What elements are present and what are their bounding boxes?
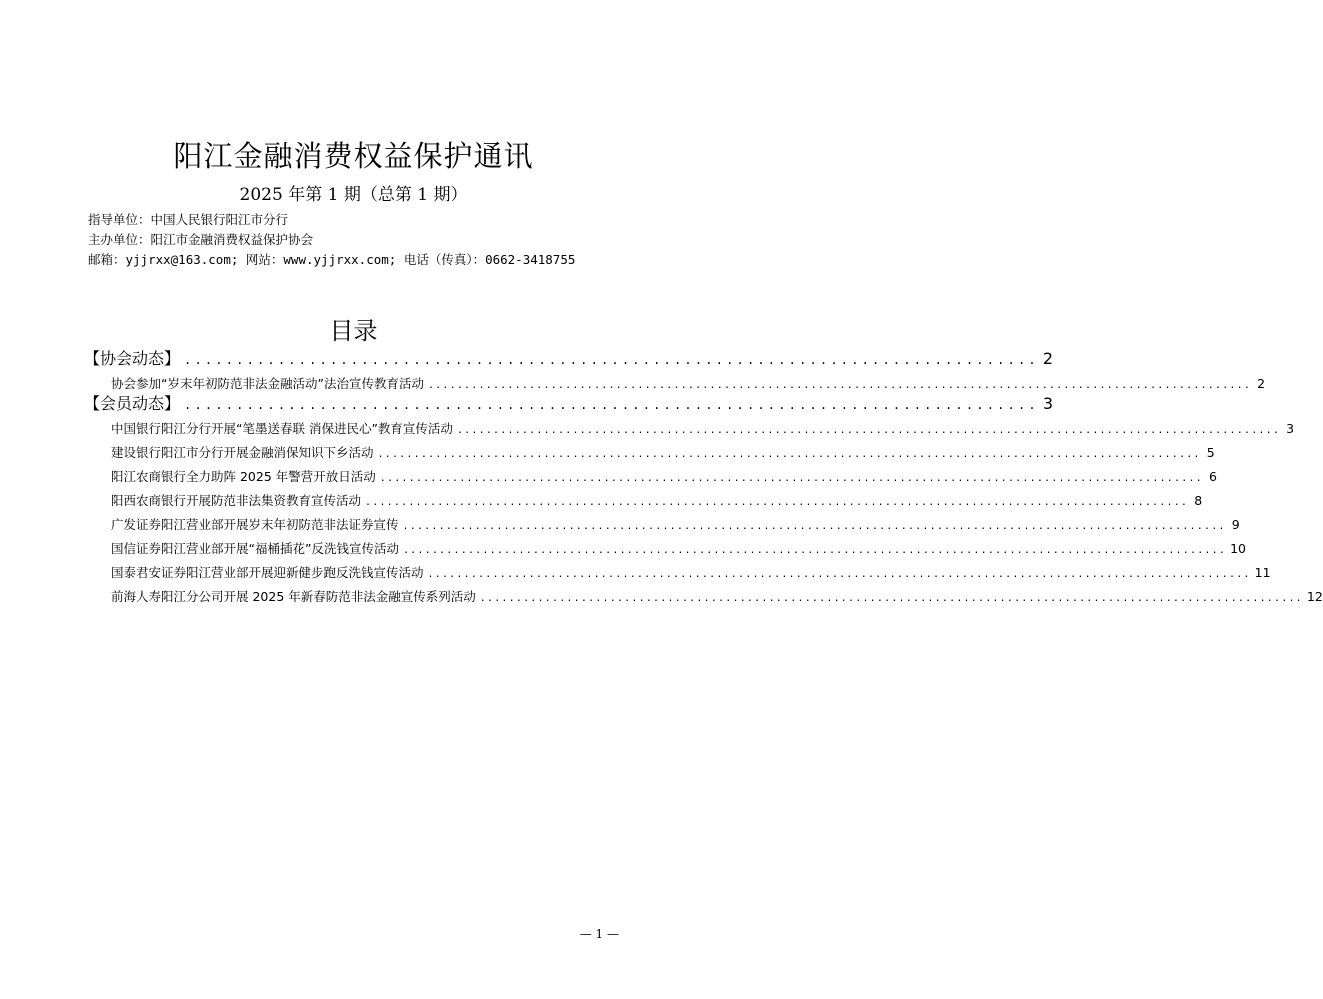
toc-entry[interactable] [111,515,1240,533]
toc-entry-text: 前海人寿阳江分公司开展 2025 年新春防范非法金融宣传系列活动 [111,589,476,604]
toc-leader: .................................................................................................................. [427,569,1251,580]
toc-leader: .................................................................................................................. [479,593,1303,604]
toc-entry-text: 国信证券阳江营业部开展“福桶插花”反洗钱宣传活动 [111,541,399,556]
toc-leader: .................................................................................. [184,353,1039,367]
toc-page-number: 10 [1230,541,1246,556]
issue-number: 2025 年第 1 期（总第 1 期） [239,185,468,205]
toc-page-number: 6 [1208,469,1217,484]
toc-leader: .................................................................................................................. [377,449,1201,460]
toc-entry[interactable] [111,467,1217,485]
toc-leader: .................................................................................................................. [402,521,1226,532]
toc-leader: .................................................................................................................. [427,380,1252,391]
toc-entry[interactable] [111,374,1266,392]
toc-entry-text: 国泰君安证券阳江营业部开展迎新健步跑反洗钱宣传活动 [111,565,424,580]
newsletter-title: 阳江金融消费权益保护通讯 [173,139,534,173]
toc-page-number: 2 [1042,349,1054,368]
toc-page-number: 8 [1194,493,1203,508]
toc-entry[interactable] [111,443,1215,461]
host-unit: 主办单位：阳江市金融消费权益保护协会 [88,232,314,247]
toc-entry[interactable] [111,419,1295,437]
toc-page-number: 5 [1206,445,1215,460]
toc-page-number: 2 [1257,376,1266,391]
toc-entry[interactable] [111,587,1323,605]
contact-info: 邮箱：yjjrxx@163.com; 网站：www.yjjrxx.com; 电话（传真）：0662-3418755 [88,252,576,267]
page-number-footer: — 1 — [579,927,619,941]
toc-entry[interactable] [111,539,1246,557]
toc-entry-text: 协会参加“岁末年初防范非法金融活动”法治宣传教育活动 [111,376,424,391]
toc-page-number: 11 [1254,565,1271,580]
toc-title: 目录 [329,317,378,345]
toc-page-number: 3 [1286,421,1295,436]
toc-page-number: 12 [1306,589,1323,604]
toc-entry-text: 阳江农商银行全力助阵 2025 年警营开放日活动 [111,469,376,484]
toc-section-members[interactable] [84,391,1054,414]
toc-leader: .................................................................................................................. [402,545,1227,556]
toc-entry-text: 建设银行阳江市分行开展金融消保知识下乡活动 [111,445,374,460]
toc-entry-text: 阳西农商银行开展防范非法集资教育宣传活动 [111,493,362,508]
toc-section-association[interactable] [84,346,1054,369]
toc-leader: .................................................................................................................. [365,497,1189,508]
toc-entry-text: 【会员动态】 [84,394,181,413]
guide-unit: 指导单位：中国人民银行阳江市分行 [88,212,289,227]
toc-leader: .................................................................................................................. [456,425,1281,436]
toc-entry-text: 广发证券阳江营业部开展岁末年初防范非法证券宣传 [111,517,399,532]
toc-entry[interactable] [111,563,1271,581]
toc-entry-text: 中国银行阳江分行开展“笔墨送春联 消保进民心”教育宣传活动 [111,421,453,436]
toc-entry[interactable] [111,491,1203,509]
toc-page-number: 3 [1042,394,1054,413]
toc-leader: .................................................................................................................. [379,473,1203,484]
toc-leader: .................................................................................. [184,398,1039,412]
toc-entry-text: 【协会动态】 [84,349,181,368]
toc-page-number: 9 [1231,517,1240,532]
